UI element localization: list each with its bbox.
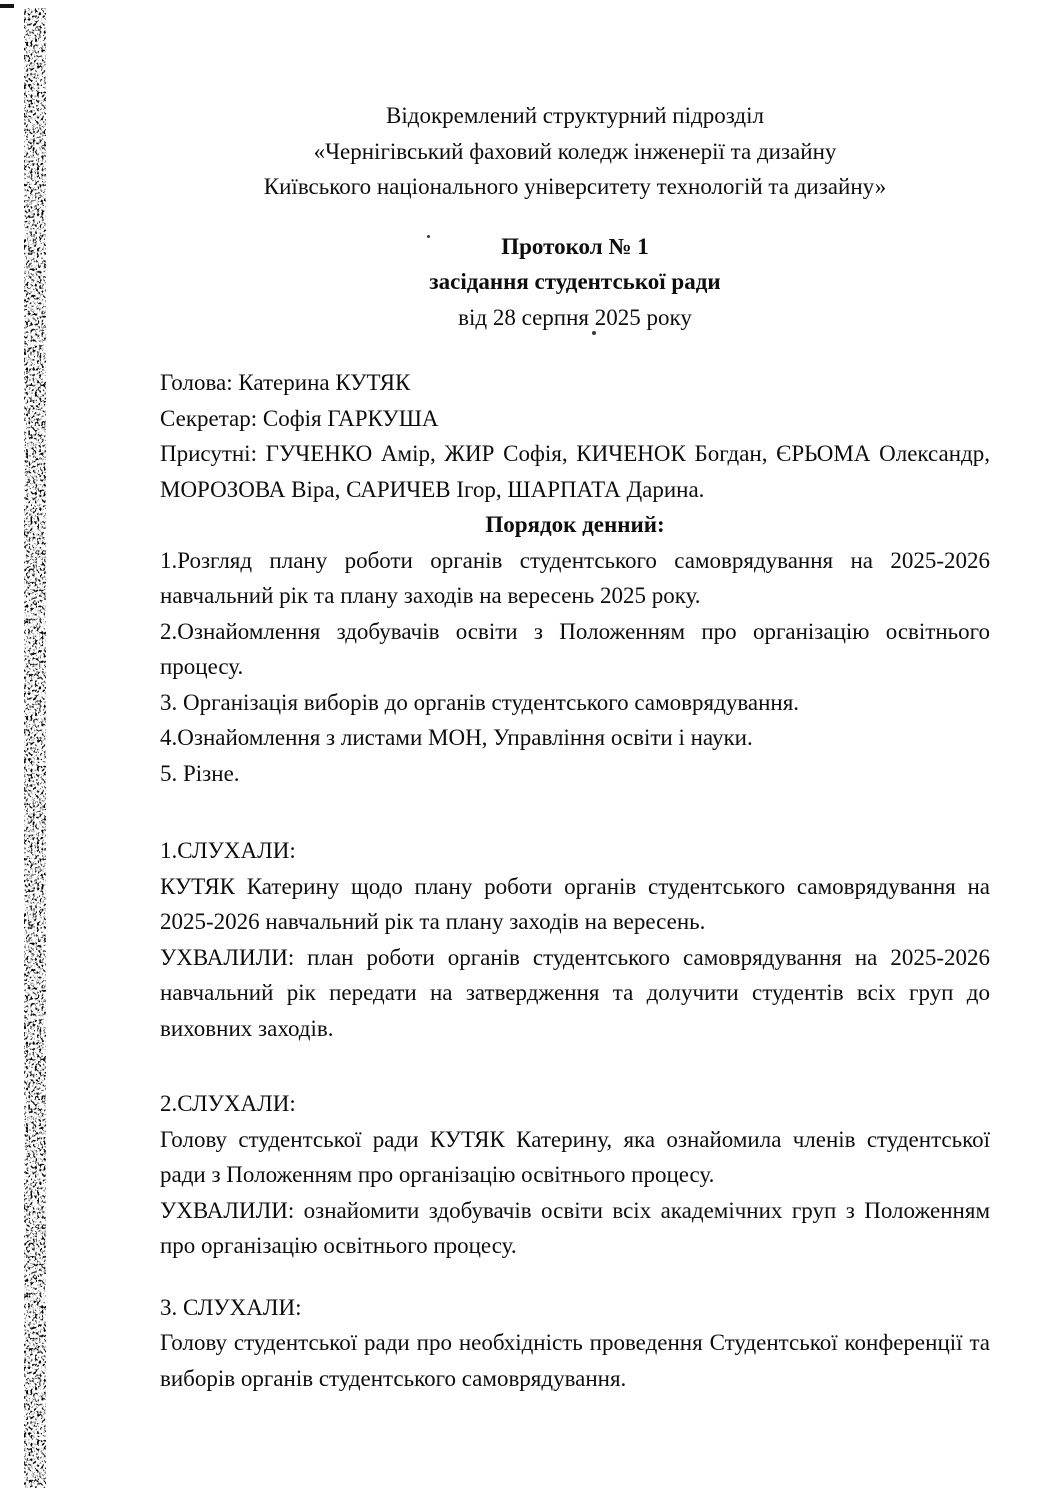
section-1-paragraph-1: КУТЯК Катерину щодо плану роботи органів студентського самоврядування на 2025-2026 навчальний рік та плану заходів на вересень. bbox=[160, 873, 990, 934]
agenda-item-3: 3. Організація виборів до органів студентського самоврядування. bbox=[160, 689, 800, 715]
org-name-line-3: Київського національного університету технологій та дизайну» bbox=[263, 174, 887, 199]
agenda-item-2: 2.Ознайомлення здобувачів освіти з Положенням про організацію освітнього процесу. bbox=[160, 618, 990, 679]
protocol-date: від 28 серпня 2025 року bbox=[458, 304, 692, 330]
section-2-paragraph-2: УХВАЛИЛИ: ознайомити здобувачів освіти всіх академічних груп з Положенням про організацію освітнього процесу. bbox=[160, 1197, 990, 1258]
section-2-heading: 2.СЛУХАЛИ: bbox=[160, 1091, 296, 1116]
protocol-number: Протокол № 1 bbox=[501, 233, 649, 259]
scan-edge-noise bbox=[22, 0, 48, 1496]
section-3 bbox=[160, 1290, 990, 1397]
section-1-paragraph-2: УХВАЛИЛИ: план роботи органів студентського самоврядування на 2025-2026 навчальний рік передати на затвердження та долучити студентів всіх груп до виховних заходів. bbox=[160, 944, 990, 1041]
section-2 bbox=[160, 1086, 990, 1264]
protocol-title-block bbox=[160, 229, 990, 336]
agenda-heading: Порядок денний: bbox=[485, 512, 665, 537]
agenda-item-5: 5. Різне. bbox=[160, 760, 240, 786]
section-1 bbox=[160, 833, 990, 1046]
org-name-line-1: Відокремлений структурний підрозділ bbox=[386, 103, 764, 128]
chair-line: Голова: Катерина КУТЯК bbox=[160, 370, 411, 395]
agenda-item-1: 1.Розгляд плану роботи органів студентського самоврядування на 2025-2026 навчальний рік та плану заходів на вересень 2025 року. bbox=[160, 547, 990, 608]
secretary-line: Секретар: Софія ГАРКУША bbox=[160, 405, 439, 431]
section-2-paragraph-1: Голову студентської ради КУТЯК Катерину, яка ознайомила членів студентської ради з Положенням про організацію освітнього процесу. bbox=[160, 1126, 990, 1187]
section-3-heading: 3. СЛУХАЛИ: bbox=[160, 1294, 302, 1320]
scan-artifact-dash bbox=[0, 4, 14, 8]
officials-block bbox=[160, 365, 990, 507]
section-1-heading: 1.СЛУХАЛИ: bbox=[160, 838, 296, 863]
agenda-item-4: 4.Ознайомлення з листами МОН, Управління освіти і науки. bbox=[160, 725, 753, 750]
document-content bbox=[160, 98, 990, 1396]
protocol-subtitle: засідання студентської ради bbox=[429, 269, 721, 294]
section-3-paragraph-1: Голову студентської ради про необхідність проведення Студентської конференції та виборів органів студентського самоврядування. bbox=[160, 1330, 990, 1391]
attendees-line: Присутні: ГУЧЕНКО Амір, ЖИР Софія, КИЧЕНОК Богдан, ЄРЬОМА Олександр, МОРОЗОВА Віра, САРИЧЕВ Ігор, ШАРПАТА Дарина. bbox=[160, 441, 990, 502]
org-name-line-2: «Чернігівський фаховий коледж інженерії та дизайну bbox=[313, 138, 837, 164]
agenda-list bbox=[160, 543, 990, 792]
